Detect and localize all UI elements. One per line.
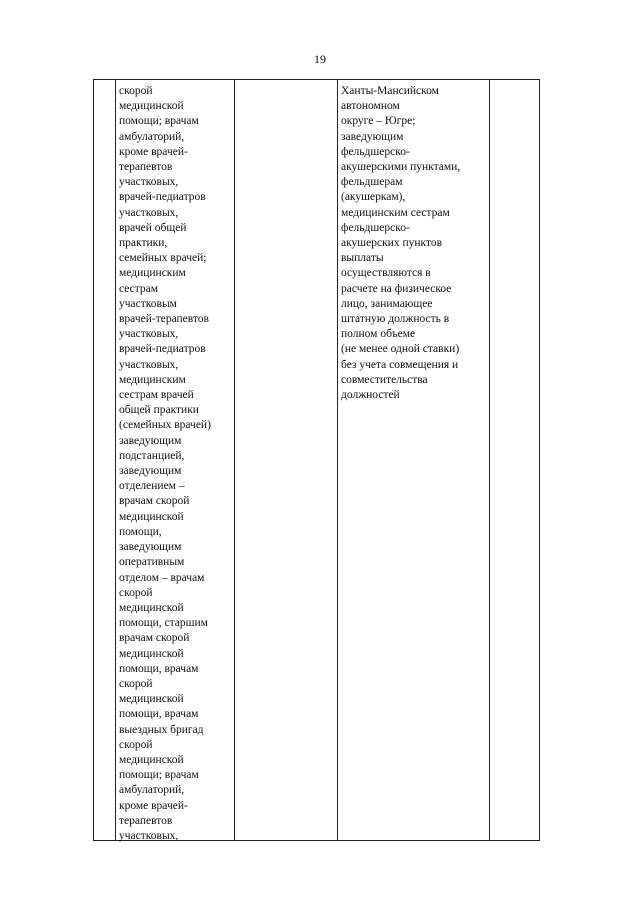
column-divider-2	[234, 80, 235, 840]
column-divider-3	[337, 80, 338, 840]
page-number: 19	[314, 52, 326, 66]
table-cell-column-2: скорой медицинской помощи; врачам амбулаторий, кроме врачей- терапевтов участковых, врачей-педиатров участковых, врачей общей практики, семейных врачей; медицинским сестрам участковым врачей-терапевтов участковых, врачей-педиатров участковых, медицинским сестрам врачей общей практики (семейных врачей) заведующим подстанцией, заведующим отделением – врачам скорой медицинской помощи, заведующим оперативным отделом – врачам скорой медицинской помощи, старшим врачам скорой медицинской помощи, врачам скорой медицинской помощи, врачам выездных бригад скорой медицинской помощи; врачам амбулаторий, кроме врачей- терапевтов участковых,	[119, 85, 211, 842]
table-cell-column-4: Ханты-Мансийском автономном округе – Югре; заведующим фельдшерско- акушерскими пунктами, фельдшерам (акушеркам), медицинским сестрам фельдшерско- акушерских пунктов выплаты осуществляются в расчете на физическое лицо, занимающее штатную должность в полном объеме (не менее одной ставки) без учета совмещения и совместительства должностей	[341, 85, 461, 402]
column-divider-4	[489, 80, 490, 840]
column-divider-1	[115, 80, 116, 840]
document-table	[93, 79, 540, 841]
